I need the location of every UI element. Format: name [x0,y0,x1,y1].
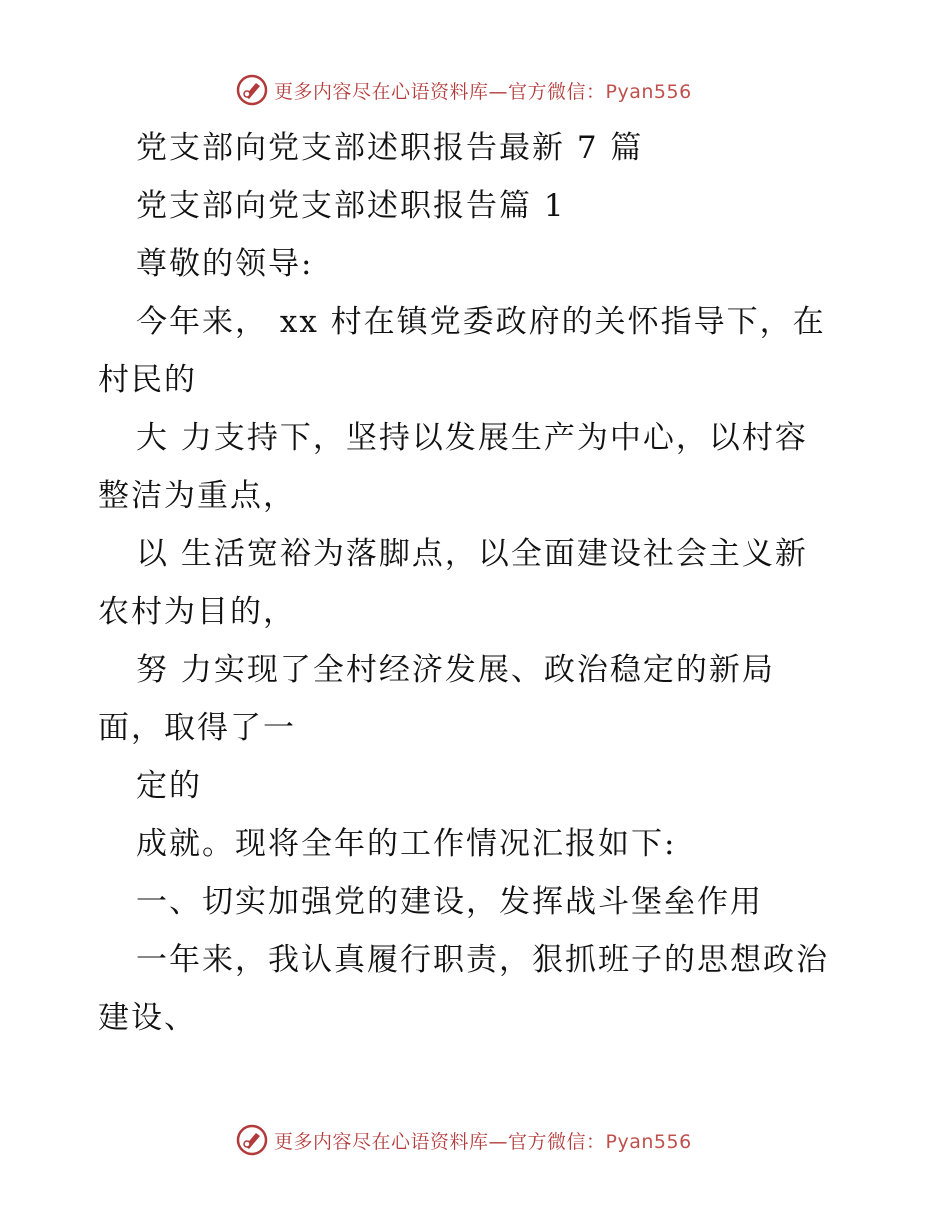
section-heading: 党支部向党支部述职报告篇 1 [136,188,566,224]
watermark-wechat-id: Pyan556 [605,1130,692,1153]
paragraph-line: 定的 [136,768,202,804]
paragraph-line: 农村为目的， [98,594,296,630]
paragraph-line: 今年来， xx 村在镇党委政府的关怀指导下，在 [136,304,826,340]
paragraph-line: 村民的 [98,362,197,398]
subsection-heading: 一、切实加强党的建设，发挥战斗堡垒作用 [136,884,763,920]
brand-logo-icon [236,74,268,106]
salutation: 尊敬的领导: [136,246,314,282]
brand-logo-icon [236,1124,268,1156]
paragraph-line: 面，取得了一 [98,710,296,746]
paragraph-line: 整洁为重点， [98,478,296,514]
watermark-banner-bottom [0,1120,950,1160]
watermark-banner-top [0,70,950,110]
paragraph-line: 大 力支持下，坚持以发展生产为中心，以村容 [136,420,808,456]
paragraph-line: 努 力实现了全村经济发展、政治稳定的新局 [136,652,775,688]
watermark-wechat-id: Pyan556 [605,80,692,103]
paragraph-line: 建设、 [98,1000,197,1036]
paragraph-line: 一年来，我认真履行职责，狠抓班子的思想政治 [136,942,829,978]
paragraph-line: 以 生活宽裕为落脚点，以全面建设社会主义新 [136,536,808,572]
watermark-text: 更多内容尽在心语资料库—官方微信： [274,80,606,103]
watermark-text: 更多内容尽在心语资料库—官方微信： [274,1130,606,1153]
paragraph-line: 成就。现将全年的工作情况汇报如下: [136,826,677,862]
document-title: 党支部向党支部述职报告最新 7 篇 [136,130,644,166]
